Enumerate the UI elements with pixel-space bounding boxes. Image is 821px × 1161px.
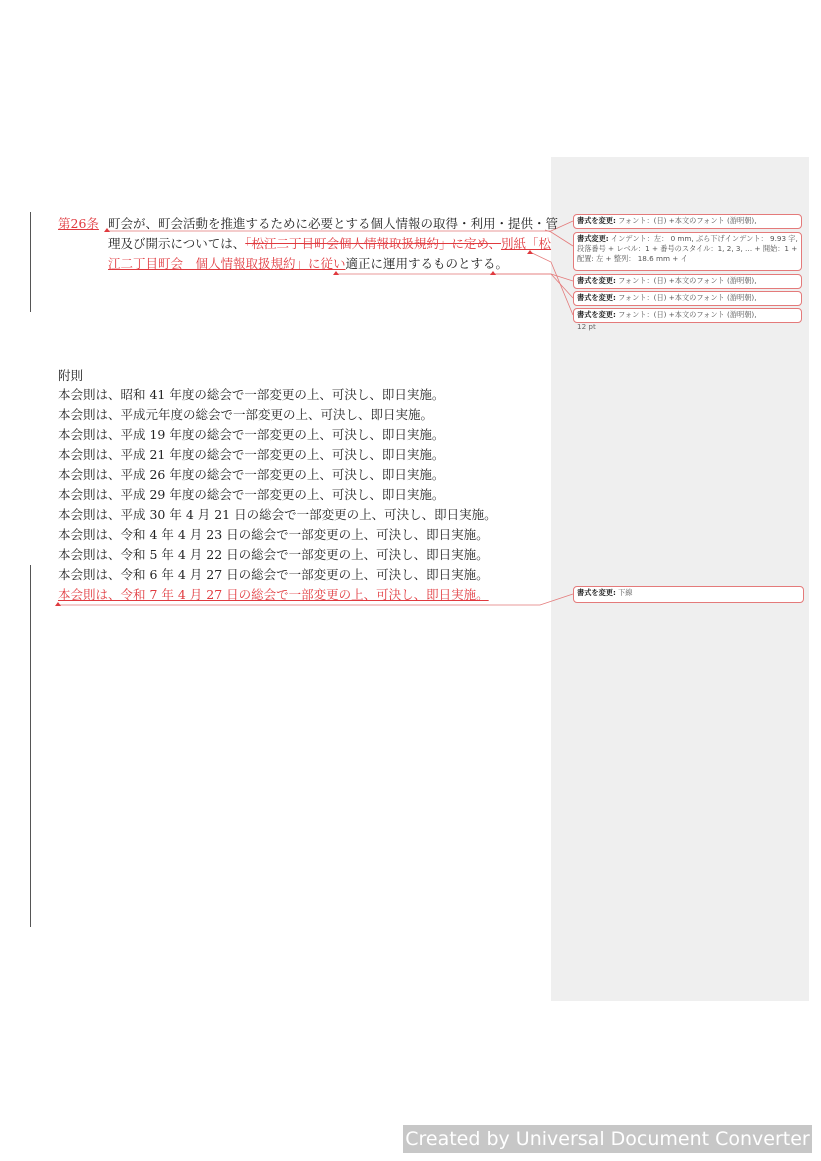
appendix-line: 本会則は、平成 26 年度の総会で一部変更の上、可決し、即日実施。	[58, 467, 445, 482]
comment-text: フォント：(日) +本文のフォント (游明朝),	[618, 276, 757, 285]
comment-text: フォント：(日) +本文のフォント (游明朝),	[618, 293, 757, 302]
comment-text: 下線	[618, 588, 633, 597]
appendix-line: 本会則は、昭和 41 年度の総会で一部変更の上、可決し、即日実施。	[58, 387, 445, 402]
comment-text: フォント：(日) +本文のフォント (游明朝),	[618, 216, 757, 225]
comment-label: 書式を変更:	[577, 293, 616, 302]
appendix-line: 本会則は、平成 21 年度の総会で一部変更の上、可決し、即日実施。	[58, 447, 445, 462]
article-number: 第26条	[58, 216, 99, 231]
inserted-text: 別紙「松	[501, 236, 552, 251]
article-text: 適正に運用するものとする。	[345, 256, 509, 271]
comment-label: 書式を変更:	[577, 588, 616, 597]
revision-comment[interactable]	[573, 214, 802, 229]
appendix-inserted-line: 本会則は、令和 7 年 4 月 27 日の総会で一部変更の上、可決し、即日実施。	[58, 587, 489, 602]
comment-label: 書式を変更:	[577, 216, 616, 225]
appendix-line: 本会則は、令和 4 年 4 月 23 日の総会で一部変更の上、可決し、即日実施。	[58, 527, 489, 542]
article-line-3	[108, 254, 508, 274]
revision-comment[interactable]	[573, 308, 802, 323]
revision-comment[interactable]	[573, 274, 802, 289]
revision-comment[interactable]	[573, 232, 802, 271]
revision-comment[interactable]	[573, 586, 804, 603]
watermark-banner: Created by Universal Document Converter	[403, 1125, 812, 1153]
comment-overflow-text: 12 pt	[577, 322, 596, 331]
article-line-2	[108, 234, 551, 254]
appendix-line: 本会則は、平成元年度の総会で一部変更の上、可決し、即日実施。	[58, 407, 434, 422]
appendix-line: 本会則は、令和 6 年 4 月 27 日の総会で一部変更の上、可決し、即日実施。	[58, 567, 489, 582]
comment-label: 書式を変更:	[577, 276, 616, 285]
article-text: 理及び開示については、	[108, 236, 246, 251]
appendix-line: 本会則は、平成 19 年度の総会で一部変更の上、可決し、即日実施。	[58, 427, 445, 442]
appendix-line: 本会則は、令和 5 年 4 月 22 日の総会で一部変更の上、可決し、即日実施。	[58, 547, 489, 562]
comment-label: 書式変更:	[577, 234, 609, 243]
appendix-line: 本会則は、平成 30 年 4 月 21 日の総会で一部変更の上、可決し、即日実施。	[58, 507, 497, 522]
appendix-line: 本会則は、平成 29 年度の総会で一部変更の上、可決し、即日実施。	[58, 487, 445, 502]
comment-text: インデント：左： 0 mm, ぶら下げインデント： 9.93 字, 段落番号 + レベル：1 + 番号のスタイル：1, 2, 3, … + 開始：1 + 配置: 左 + 整列： 18.6 mm + イ	[577, 234, 798, 263]
appendix-title: 附則	[58, 368, 84, 383]
inserted-text: 江二丁目町会 個人情報取扱規約」に従い	[108, 256, 346, 271]
comment-label: 書式を変更:	[577, 310, 616, 319]
deleted-text: 「松江二丁目町会個人情報取扱規約」に定め、	[245, 236, 502, 251]
article-line-1: 町会が、町会活動を推進するために必要とする個人情報の取得・利用・提供・管	[108, 216, 559, 231]
comment-text: フォント：(日) +本文のフォント (游明朝),	[618, 310, 757, 319]
appendix-lines	[58, 385, 497, 605]
revision-comment[interactable]	[573, 291, 802, 306]
